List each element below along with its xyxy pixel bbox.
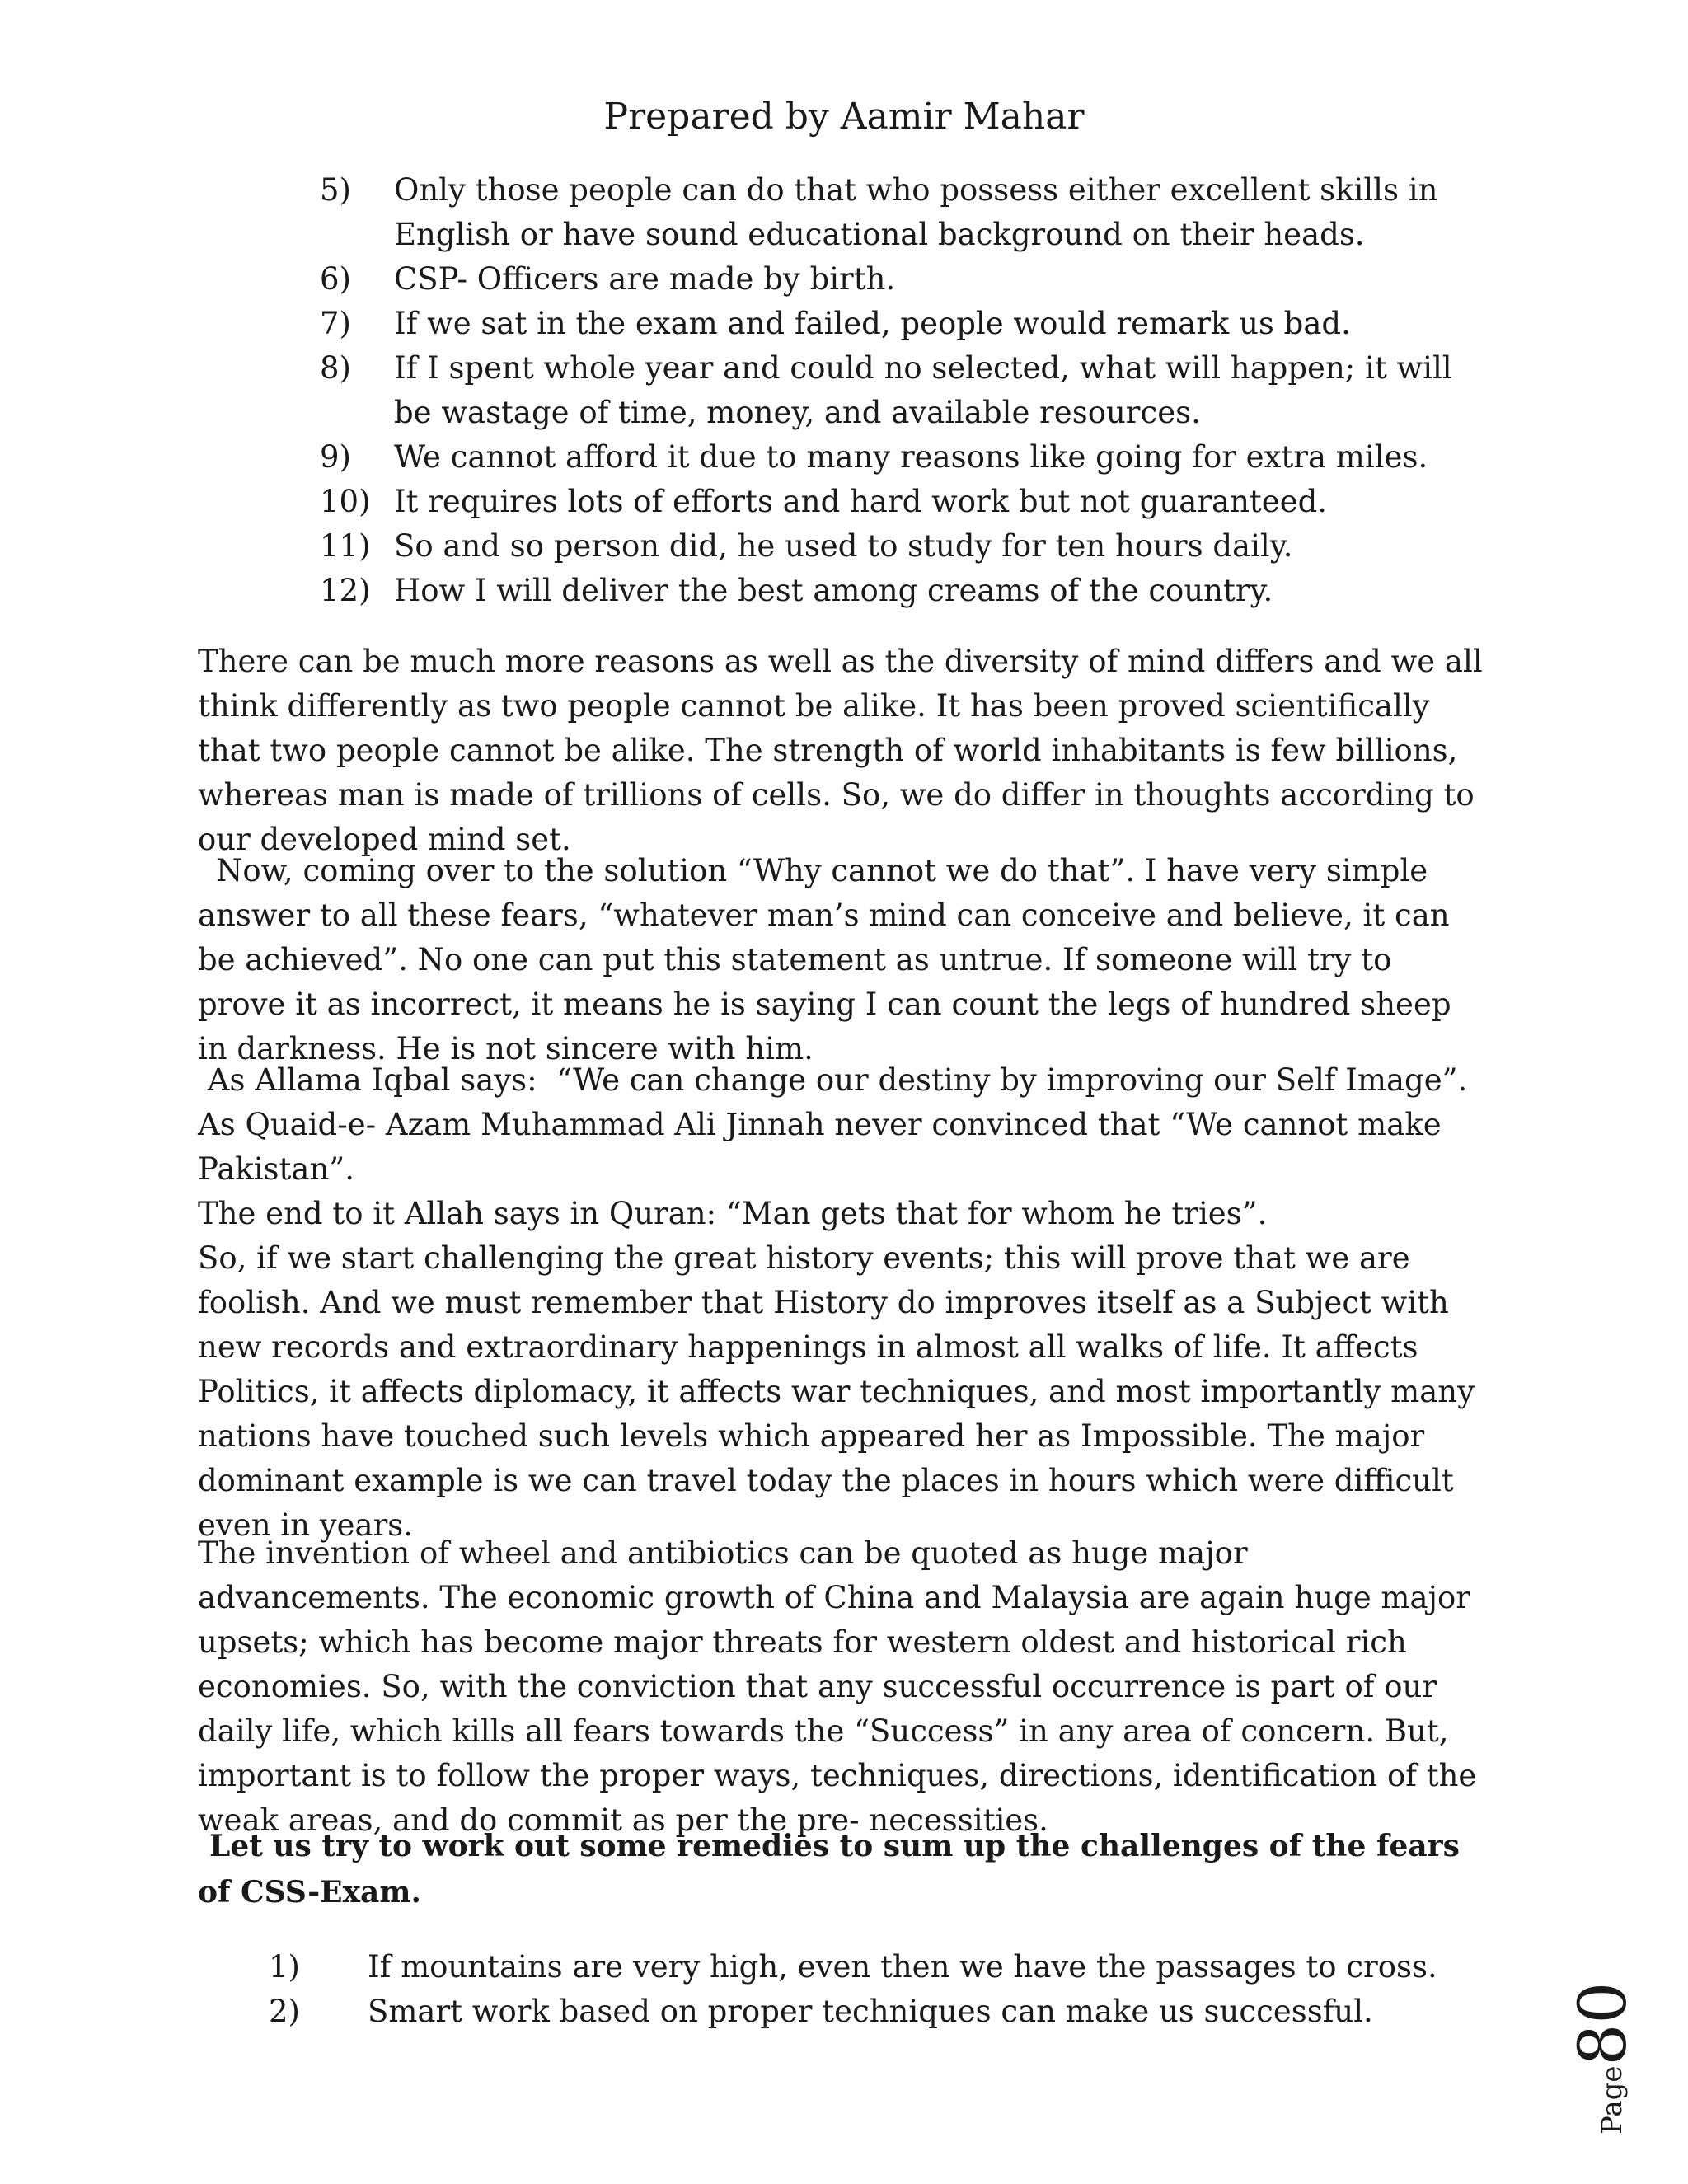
remedies-list [0,1945,1688,2034]
list-item-text: If I spent whole year and could no selected, what will happen; it will be wastage of time, money, and available resources. [394,350,1452,430]
list-item-number: 9) [320,439,351,475]
list-item [0,1990,1688,2034]
list-item-text: So and so person did, he used to study for ten hours daily. [394,528,1293,564]
paragraph-diversity: There can be much more reasons as well as the diversity of mind differs and we all think differently as two people cannot be alike. It has been proved scientifically that two people cannot be alike. The strength of world inhabitants is few billions, whereas man is made of trillions of cells. So, we do differ in thoughts according to our developed mind set. [198,644,1483,857]
quote-iqbal: As Allama Iqbal says: “We can change our destiny by improving our Self Image”. [198,1062,1468,1098]
page-number-marker [1550,1920,1640,2135]
list-item [0,435,1688,480]
list-item-number: 11) [320,528,371,564]
quote-quran: The end to it Allah says in Quran: “Man gets that for whom he tries”. [198,1196,1268,1231]
list-item-text: How I will deliver the best among creams of the country. [394,573,1273,608]
list-item-text: It requires lots of efforts and hard work but not guaranteed. [394,484,1328,519]
list-item-number: 10) [320,484,371,519]
paragraph-solution: Now, coming over to the solution “Why cannot we do that”. I have very simple answer to all these fears, “whatever man’s mind can conceive and believe, it can be achieved”. No one can put this statement as untrue. If someone will try to prove it as incorrect, it means he is saying I can count the legs of hundred sheep in darkness. He is not sincere with him. [198,853,1451,1066]
list-item-number: 7) [320,306,351,341]
list-item-text: We cannot afford it due to many reasons like going for extra miles. [394,439,1428,475]
list-item-text: CSP- Officers are made by birth. [394,261,896,297]
list-item-text: If we sat in the exam and failed, people would remark us bad. [394,306,1351,341]
paragraph-quotes [198,1058,1484,1236]
list-item-text: Only those people can do that who possess either excellent skills in English or have sound educational background on their heads. [394,172,1438,252]
quote-jinnah: As Quaid-e- Azam Muhammad Ali Jinnah never convinced that “We cannot make Pakistan”. [198,1107,1442,1187]
list-item [0,168,1688,257]
fears-list [0,168,1688,613]
page-word: Page [1596,2065,1629,2135]
paragraph-history: So, if we start challenging the great history events; this will prove that we are foolish. And we must remember that History do improves itself as a Subject with new records and extraordinary happenings in almost all walks of life. It affects Politics, it affects diplomacy, it affects war techniques, and most importantly many nations have touched such levels which appeared her as Impossible. The major dominant example is we can travel today the places in hours which were difficult even in years. [198,1240,1475,1543]
list-item [0,346,1688,435]
list-item [0,302,1688,346]
list-item-text: Smart work based on proper techniques can make us successful. [368,1994,1373,2029]
list-item [0,480,1688,524]
list-item-number: 6) [320,261,351,297]
list-item-number: 2) [269,1994,300,2029]
list-item [0,1945,1688,1990]
paragraph-inventions: The invention of wheel and antibiotics can be quoted as huge major advancements. The economic growth of China and Malaysia are again huge major upsets; which has become major threats for western oldest and historical rich economies. So, with the conviction that any successful occurrence is part of our daily life, which kills all fears towards the “Success” in any area of concern. But, important is to follow the proper ways, techniques, directions, identification of the weak areas, and do commit as per the pre- necessities. [198,1535,1477,1838]
list-item-number: 12) [320,573,371,608]
page-number: 80 [1564,1981,1641,2066]
list-item-number: 8) [320,350,351,386]
list-item [0,569,1688,613]
list-item [0,257,1688,302]
remedies-heading: Let us try to work out some remedies to sum up the challenges of the fears of CSS-Exam. [198,1829,1460,1910]
list-item [0,524,1688,569]
list-item-number: 1) [269,1949,300,1985]
list-item-number: 5) [320,172,351,208]
list-item-text: If mountains are very high, even then we have the passages to cross. [368,1949,1437,1985]
page-header: Prepared by Aamir Mahar [603,96,1085,138]
